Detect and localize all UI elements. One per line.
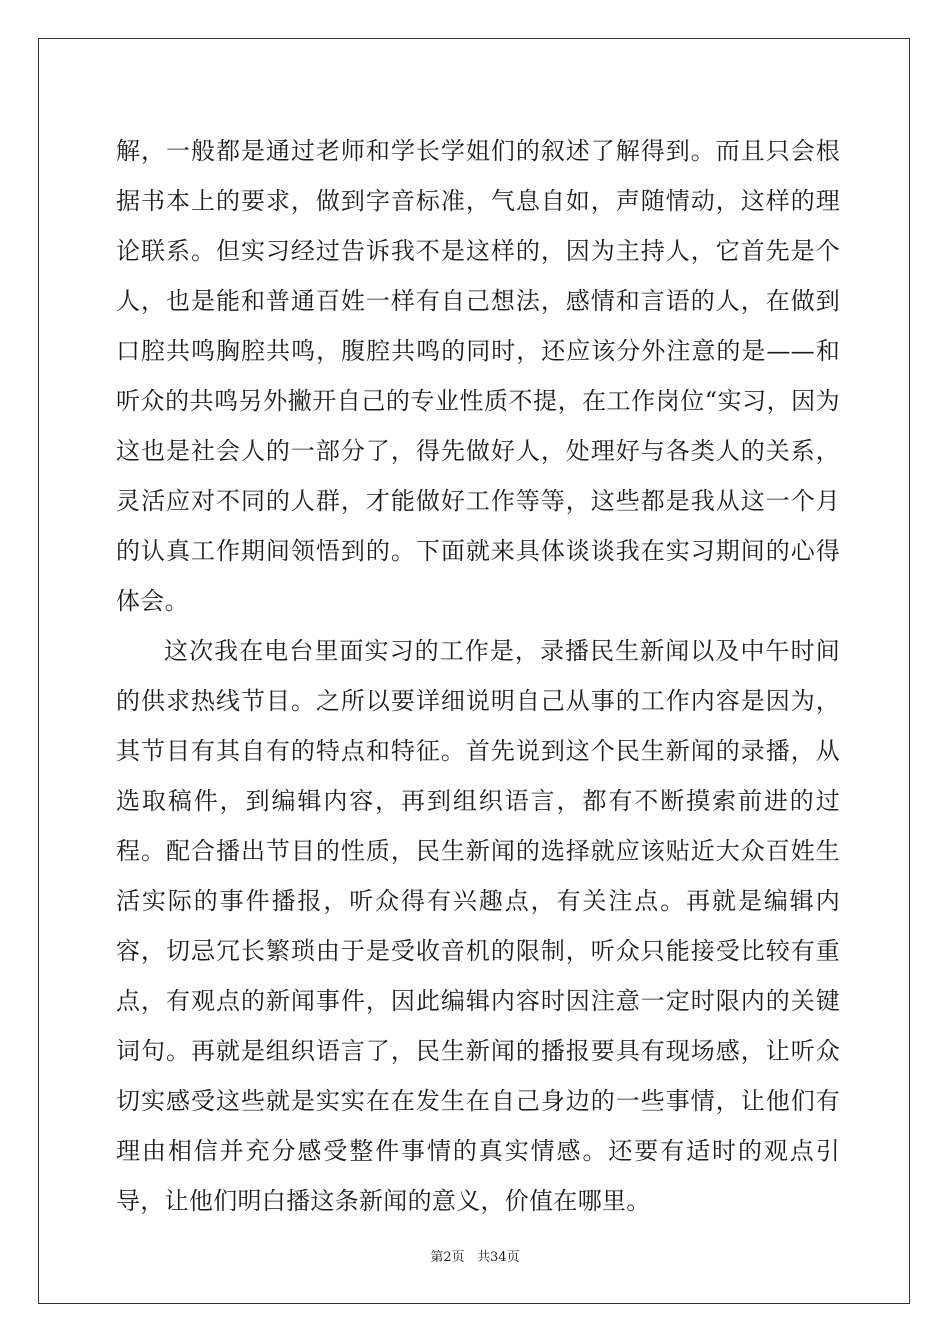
paragraph-1: 解，一般都是通过老师和学长学姐们的叙述了解得到。而且只会根据书本上的要求，做到字音标准，气息自如，声随情动，这样的理论联系。但实习经过告诉我不是这样的，因为主持人，它首先是个人，也是能和普通百姓一样有自己想法，感情和言语的人，在做到口腔共鸣胸腔共鸣，腹腔共鸣的同时，还应该分外注意的是——和听众的共鸣另外撇开自己的专业性质不提，在工作岗位“实习，因为这也是社会人的一部分了，得先做好人，处理好与各类人的关系，灵活应对不同的人群，才能做好工作等等，这些都是我从这一个月的认真工作期间领悟到的。下面就来具体谈谈我在实习期间的心得体会。 <box>116 137 840 615</box>
document-body <box>116 126 840 1226</box>
page-number-footer: 第2页 共34页 <box>430 1250 520 1265</box>
paragraph-2: 这次我在电台里面实习的工作是，录播民生新闻以及中午时间的供求热线节目。之所以要详细说明自己从事的工作内容是因为，其节目有其自有的特点和特征。首先说到这个民生新闻的录播，从选取稿件，到编辑内容，再到组织语言，都有不断摸索前进的过程。配合播出节目的性质，民生新闻的选择就应该贴近大众百姓生活实际的事件播报，听众得有兴趣点，有关注点。再就是编辑内容，切忌冗长繁琐由于是受收音机的限制，听众只能接受比较有重点，有观点的新闻事件，因此编辑内容时因注意一定时限内的关键词句。再就是组织语言了，民生新闻的播报要具有现场感，让听众切实感受这些就是实实在在发生在自己身边的一些事情，让他们有理由相信并充分感受整件事情的真实情感。还要有适时的观点引导，让他们明白播这条新闻的意义，价值在哪里。 <box>116 637 840 1215</box>
